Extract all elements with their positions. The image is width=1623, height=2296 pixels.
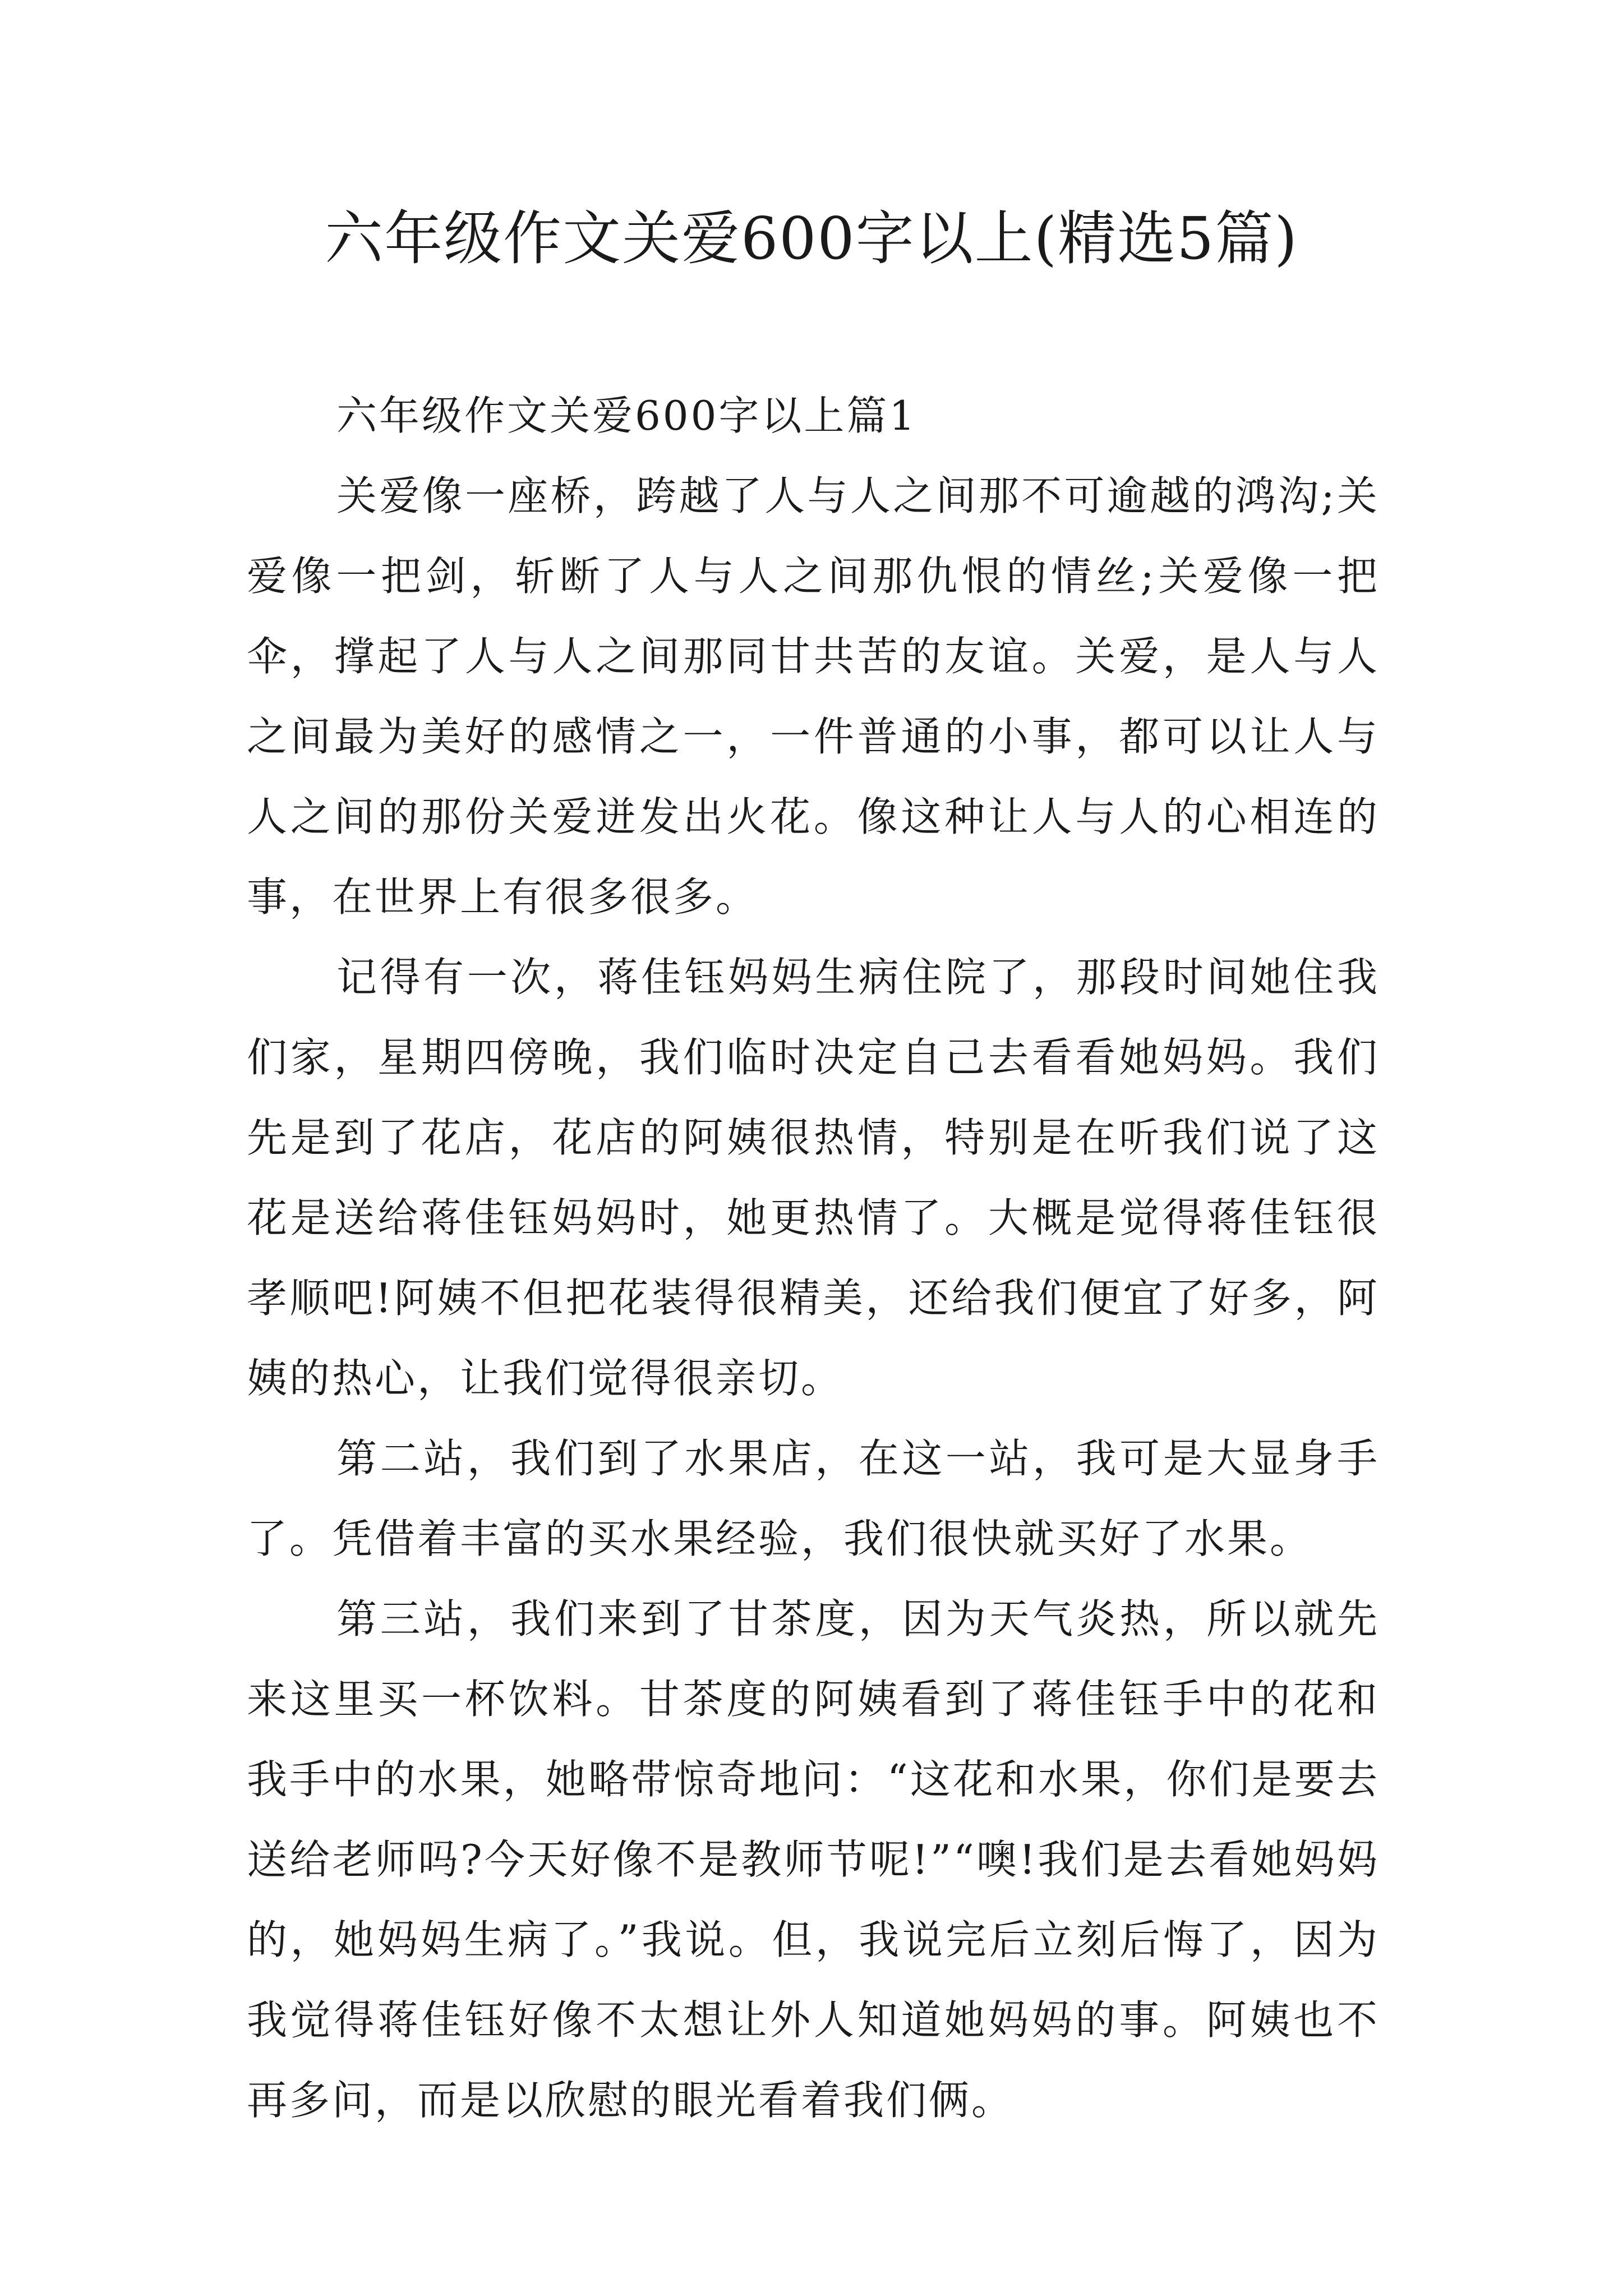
document-body (247, 376, 1380, 2141)
paragraph: 第二站，我们到了水果店，在这一站，我可是大显身手了。凭借着丰富的买水果经验，我们很快就买好了水果。 (247, 1435, 1380, 1562)
document-title: 六年级作文关爱600字以上(精选5篇) (325, 204, 1298, 273)
paragraph: 记得有一次，蒋佳钰妈妈生病住院了，那段时间她住我们家，星期四傍晚，我们临时决定自己去看看她妈妈。我们先是到了花店，花店的阿姨很热情，特别是在听我们说了这花是送给蒋佳钰妈妈时，她更热情了。大概是觉得蒋佳钰很孝顺吧!阿姨不但把花装得很精美，还给我们便宜了好多，阿姨的热心，让我们觉得很亲切。 (247, 954, 1380, 1402)
paragraph: 第三站，我们来到了甘茶度，因为天气炎热，所以就先来这里买一杯饮料。甘茶度的阿姨看到了蒋佳钰手中的花和我手中的水果，她略带惊奇地问：“这花和水果，你们是要去送给老师吗?今天好像不是教师节呢!”“噢!我们是去看她妈妈的，她妈妈生病了。”我说。但，我说完后立刻后悔了，因为我觉得蒋佳钰好像不太想让外人知道她妈妈的事。阿姨也不再多问，而是以欣慰的眼光看着我们俩。 (247, 1595, 1380, 2124)
section-heading: 六年级作文关爱600字以上篇1 (336, 392, 917, 439)
paragraph: 关爱像一座桥，跨越了人与人之间那不可逾越的鸿沟;关爱像一把剑，斩断了人与人之间那仇恨的情丝;关爱像一把伞，撑起了人与人之间那同甘共苦的友谊。关爱，是人与人之间最为美好的感情之一，一件普通的小事，都可以让人与人之间的那份关爱迸发出火花。像这种让人与人的心相连的事，在世界上有很多很多。 (247, 472, 1380, 921)
